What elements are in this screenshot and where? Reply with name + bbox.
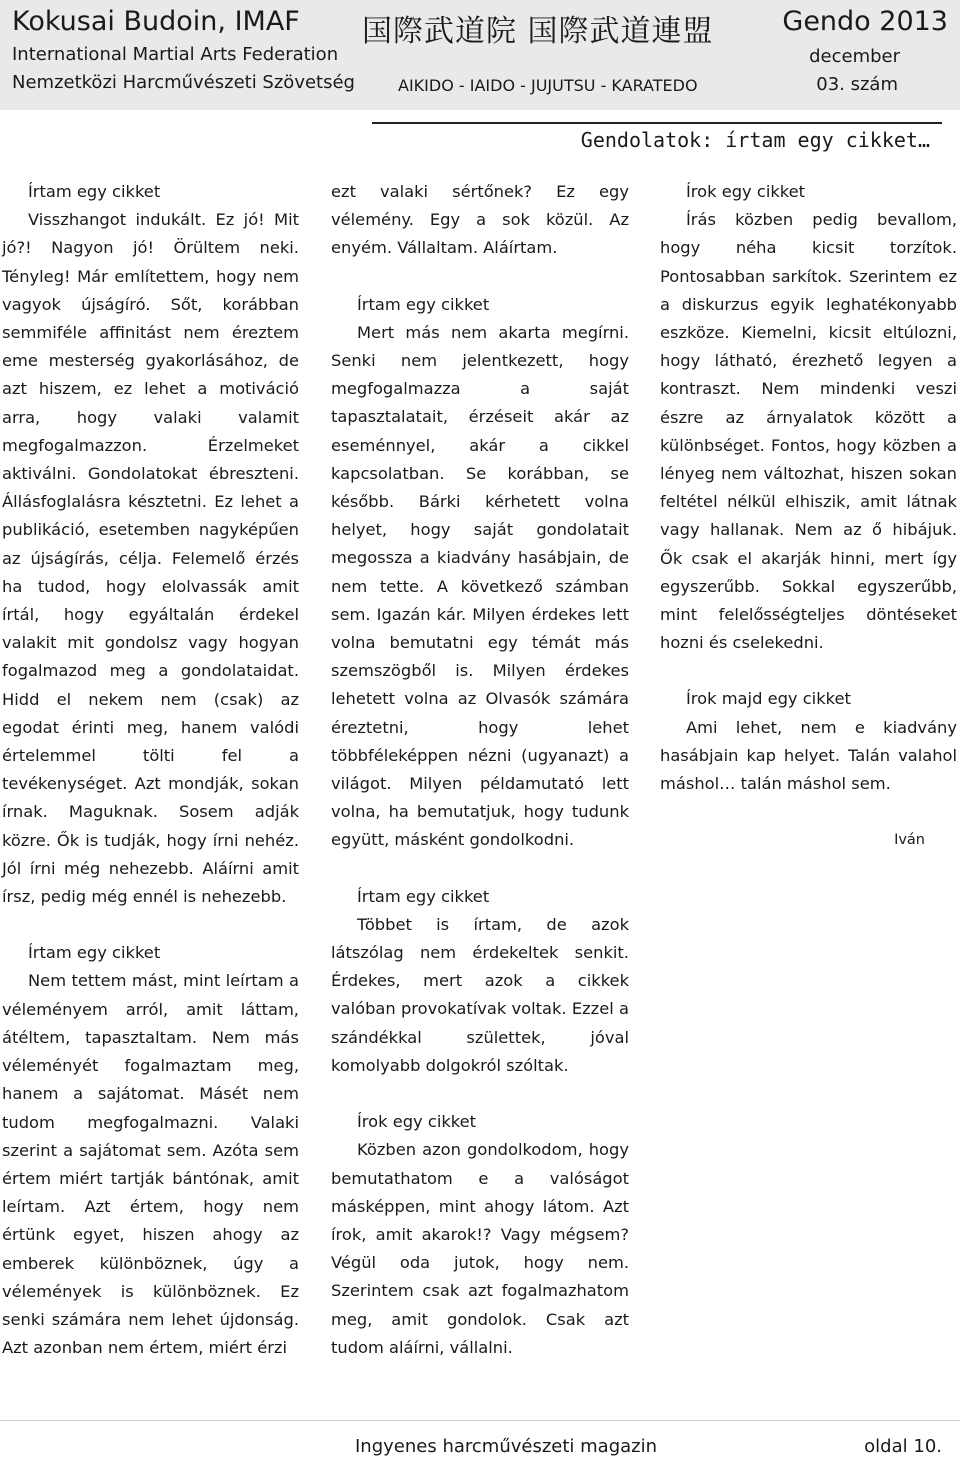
article-column-2 [331, 178, 629, 1362]
paragraph: ezt valaki sértőnek? Ez egy vélemény. Egy a sok közül. Az enyém. Vállaltam. Aláírtam. [331, 182, 629, 258]
paragraph: Nem tettem mást, mint leírtam a véleményem arról, amit láttam, átéltem, tapasztaltam. Nem más véleményét fogalmaztam meg, hanem a sajátomat. Másét nem tudom megfogalmazni. Valaki szerint a sajátomat sem. Azóta sem értem miért tartják bántónak, amit leírtam. Azt értem, hogy nem értünk egyet, hiszen ahogy az emberek különböznek, úgy a vélemények is különböznek. Ez senki számára nem lehet újdonság. Azt azonban nem értem, miért érzi [2, 971, 299, 1358]
section-title: Gendolatok: írtam egy cikket… [580, 128, 930, 152]
org-name: Kokusai Budoin, IMAF [12, 6, 300, 37]
magazine-title: Gendo 2013 [782, 6, 948, 37]
paragraph: Írás közben pedig bevallom, hogy néha kicsit torzítok. Pontosabban sarkítok. Szerintem ez a diskurzus egyik leghatékonyabb eszköze. Kiemelni, kicsit eltúlozni, hogy látható, érezhető legyen a kontraszt. Nem mindenki veszi észre az árnyalatok között a különbséget. Fontos, hogy közben a lényeg nem változhat, hiszen sokan feltétel nélkül elhiszik, amit látnak vagy hallanak. Nem az ő hibájuk. Ők csak el akarják hinni, mert így egyszerűbb. Sokkal egyszerűbb, mint felelősségteljes döntéseket hozni és cselekedni. [660, 210, 957, 653]
paragraph-heading: Írtam egy cikket [28, 182, 161, 201]
section-divider [372, 122, 942, 124]
org-name-en: International Martial Arts Federation [12, 44, 339, 65]
paragraph: Közben azon gondolkodom, hogy bemutathatom e a valóságot másképpen, mint ahogy látom. Azt írok, amit akarok!? Vagy mégsem? Végül oda jutok, hogy nem. Szerintem csak azt fogalmazhatom meg, amit gondolok. Csak azt tudom aláírni, vállalni. [331, 1140, 629, 1357]
paragraph-heading: Írok majd egy cikket [686, 689, 851, 709]
paragraph-heading: Írtam egy cikket [357, 294, 490, 314]
page-header [0, 0, 960, 110]
org-name-hu: Nemzetközi Harcművészeti Szövetség [12, 72, 355, 93]
paragraph: Visszhangot indukált. Ez jó! Mit jó?! Nagyon jó! Örültem neki. Tényleg! Már említettem, hogy nem vagyok újságíró. Sőt, korábban semmiféle affinitást nem éreztem eme mesterség gyakorlásához, de azt hiszem, ez lehet a motiváció arra, hogy valaki valamit megfogalmazzon. Érzelmeket aktiválni. Gondolatokat ébreszteni. Állásfoglalásra késztetni. Ez lehet a publikáció, esetemben nagyképűen az újságírás, célja. Felemelő érzés ha tudod, hogy elolvassák amit írtál, hogy egyáltalán érdekel valakit mit gondolsz vagy hogyan fogalmazod meg a gondolataidat. Hidd el nekem nem (csak) az egodat érinti meg, hanem valódi értelemmel tölti fel a tevékenységet. Azt mondják, sokan írnak. Maguknak. Sosem adják közre. Ők is tudják, hogy írni nehéz. Jól írni még nehezebb. Aláírni amit írsz, pedig még ennél is nehezebb. [2, 210, 299, 907]
paragraph: Mert más nem akarta megírni. Senki nem jelentkezett, hogy megfogalmazza a saját tapasztalatait, érzéseit akár az eseménnyel, akár a cikkel kapcsolatban. Se korábban, se később. Bárki kérhetett volna helyet, hogy saját gondolatait megossza a kiadvány hasábjain, de nem tette. A következő számban sem. Igazán kár. Milyen érdekes lett volna bemutatni egy témát más szemszögből is. Milyen érdekes lehetett volna az Olvasók számára éreztetni, hogy lehet többféleképpen nézni (ugyanazt) a világot. Milyen példamutató lett volna, ha bemutatjuk, hogy tudunk együtt, másként gondolkodni. [331, 322, 629, 850]
article-column-3 [660, 178, 957, 854]
paragraph-heading: Írtam egy cikket [28, 943, 161, 963]
paragraph-heading: Írtam egy cikket [357, 886, 490, 906]
author-signature: Iván [894, 832, 925, 849]
issue-month: december [809, 46, 900, 67]
paragraph: Többet is írtam, de azok látszólag nem érdekeltek senkit. Érdekes, mert azok a cikkek valóban provokatívak voltak. Ezzel a szándékkal születtek, jóval komolyabb dolgokról szóltak. [331, 914, 629, 1075]
paragraph: Ami lehet, nem e kiadvány hasábjain kap helyet. Talán valahol máshol… talán máshol sem. [660, 717, 957, 794]
article-column-1 [2, 178, 299, 1362]
kanji-title: 国際武道院 国際武道連盟 [362, 14, 714, 49]
paragraph-heading: Írok egy cikket [357, 1112, 477, 1132]
martial-arts-list: AIKIDO - IAIDO - JUJUTSU - KARATEDO [398, 76, 698, 95]
issue-number: 03. szám [816, 74, 898, 95]
paragraph-heading: Írok egy cikket [686, 182, 806, 201]
page-number: oldal 10. [864, 1436, 942, 1457]
footer-divider [0, 1420, 960, 1421]
footer-magazine: Ingyenes harcművészeti magazin [355, 1436, 658, 1457]
